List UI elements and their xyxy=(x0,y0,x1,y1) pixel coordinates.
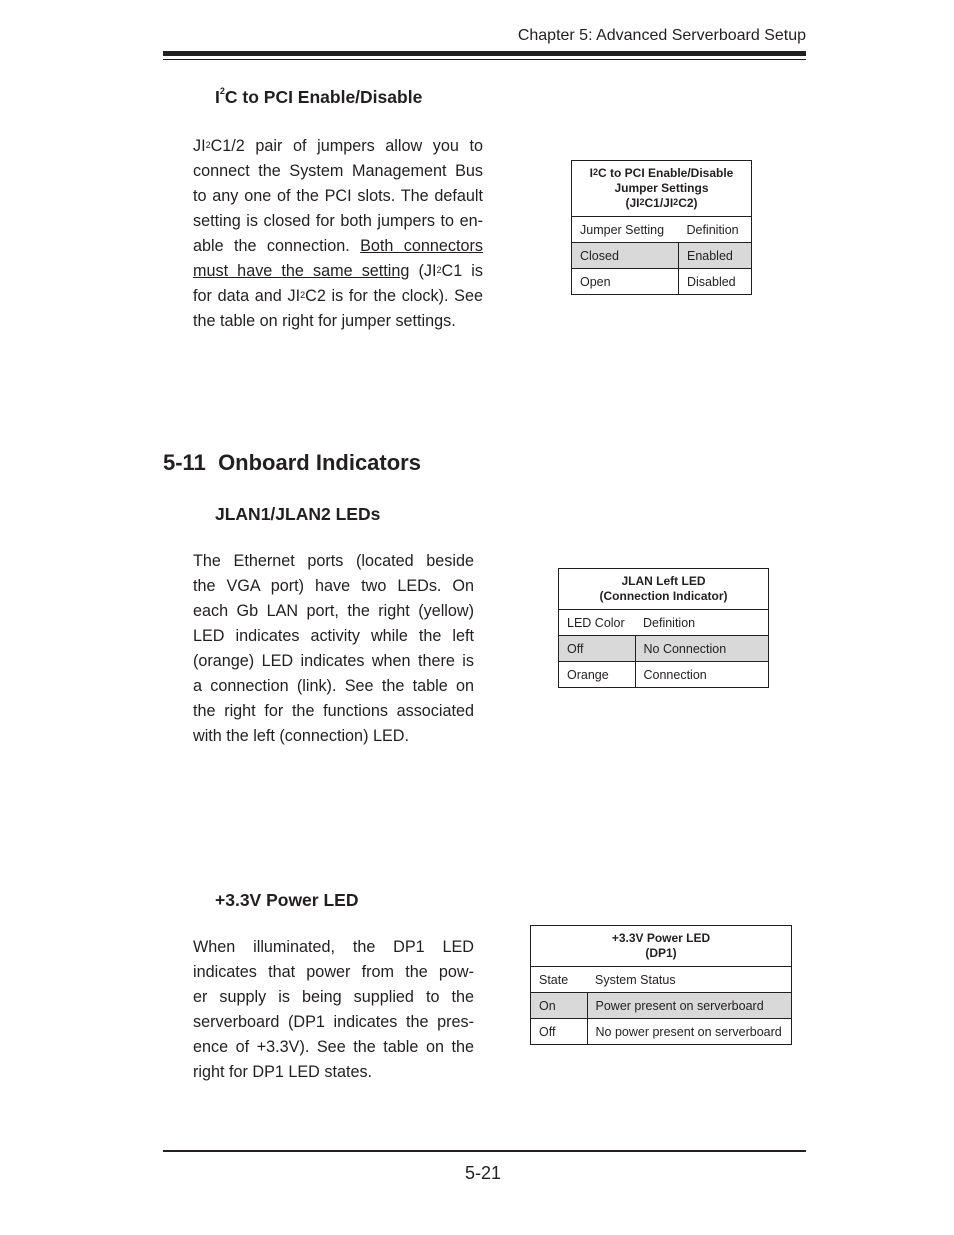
jlan-heading: JLAN1/JLAN2 LEDs xyxy=(215,504,381,524)
jlan-line: LED indicates activity while the left xyxy=(193,627,474,645)
i2c-line-3: to any one of the PCI slots. The default xyxy=(193,187,483,205)
power-led-table xyxy=(530,925,792,1045)
chapter-header: Chapter 5: Advanced Serverboard Setup xyxy=(517,27,806,44)
i2c-line-4: setting is closed for both jumpers to en- xyxy=(193,212,483,230)
i2c-table-title: $I^2C$ to PCI Enable/Disable Jumper Settings $(JI^2C1/JI^2C2)$ xyxy=(572,161,752,217)
col-header-jumper-setting: Jumper Setting xyxy=(572,217,679,243)
table-cell: On xyxy=(531,993,588,1019)
jlan-line: with the left (connection) LED. xyxy=(193,727,409,745)
col-header-system-status: System Status xyxy=(587,967,792,993)
table-cell: Off xyxy=(531,1019,588,1045)
table-header-row xyxy=(559,610,769,636)
i2c-paragraph xyxy=(193,134,483,334)
power-table-title: +3.3V Power LED (DP1) xyxy=(531,926,792,967)
col-header-definition: Definition xyxy=(678,217,751,243)
table-cell: Power present on serverboard xyxy=(587,993,792,1019)
jlan-line: a connection (link). See the table on xyxy=(193,677,474,695)
jlan-paragraph xyxy=(193,549,474,749)
table-header-row xyxy=(531,967,792,993)
table-cell: Orange xyxy=(559,662,636,688)
jlan-table-title: JLAN Left LED (Connection Indicator) xyxy=(559,569,769,610)
jlan-line: the right for the functions associated xyxy=(193,702,474,720)
power-heading: +3.3V Power LED xyxy=(215,890,359,910)
i2c-line-1: $JI^2C1/2$ pair of jumpers allow you to xyxy=(193,137,483,155)
i2c-line-8: the table on right for jumper settings. xyxy=(193,312,456,330)
i2c-jumper-table xyxy=(571,160,752,295)
col-header-state: State xyxy=(531,967,588,993)
table-cell: Enabled xyxy=(678,243,751,269)
power-paragraph xyxy=(193,935,474,1085)
i2c-line-5: able the connection. Both connectors xyxy=(193,237,483,255)
i2c-heading: $I^2C$ to PCI Enable/Disable xyxy=(215,86,423,107)
table-row xyxy=(531,993,792,1019)
section-title: 5-11 Onboard Indicators xyxy=(163,450,421,475)
power-line: serverboard (DP1 indicates the pres- xyxy=(193,1013,474,1031)
jlan-line: the VGA port) have two LEDs. On xyxy=(193,577,474,595)
table-row xyxy=(559,636,769,662)
col-header-definition: Definition xyxy=(635,610,769,636)
power-line: ence of +3.3V). See the table on the xyxy=(193,1038,474,1056)
header-rule-thick xyxy=(163,51,806,56)
table-cell: Disabled xyxy=(686,274,736,289)
table-row xyxy=(572,269,752,295)
table-row xyxy=(572,243,752,269)
col-header-led-color: LED Color xyxy=(559,610,636,636)
table-cell: Closed xyxy=(572,243,679,269)
footer-rule xyxy=(163,1150,806,1152)
table-row xyxy=(559,662,769,688)
power-line: right for DP1 LED states. xyxy=(193,1063,373,1081)
power-line: When illuminated, the DP1 LED xyxy=(193,938,474,956)
jlan-line: (orange) LED indicates when there is xyxy=(193,652,474,670)
page-number: 5-21 xyxy=(464,1163,502,1183)
power-line: indicates that power from the pow- xyxy=(193,963,474,981)
table-cell: No Connection xyxy=(635,636,769,662)
power-line: er supply is being supplied to the xyxy=(193,988,474,1006)
jlan-led-table xyxy=(558,568,769,688)
table-header-row xyxy=(572,217,752,243)
table-cell: Open xyxy=(572,269,679,295)
jlan-line: The Ethernet ports (located beside xyxy=(193,552,474,570)
table-cell: Off xyxy=(559,636,636,662)
jlan-line: each Gb LAN port, the right (yellow) xyxy=(193,602,474,620)
table-cell: Connection xyxy=(643,667,707,682)
table-row xyxy=(531,1019,792,1045)
i2c-line-7: for data and $JI^2C2$ is for the clock). See xyxy=(193,287,483,305)
table-cell: No power present on serverboard xyxy=(595,1024,782,1039)
i2c-line-6: must have the same setting ($JI^2C1$ is xyxy=(193,262,483,280)
i2c-line-2: connect the System Management Bus xyxy=(193,162,483,180)
header-rule-thin xyxy=(163,59,806,60)
